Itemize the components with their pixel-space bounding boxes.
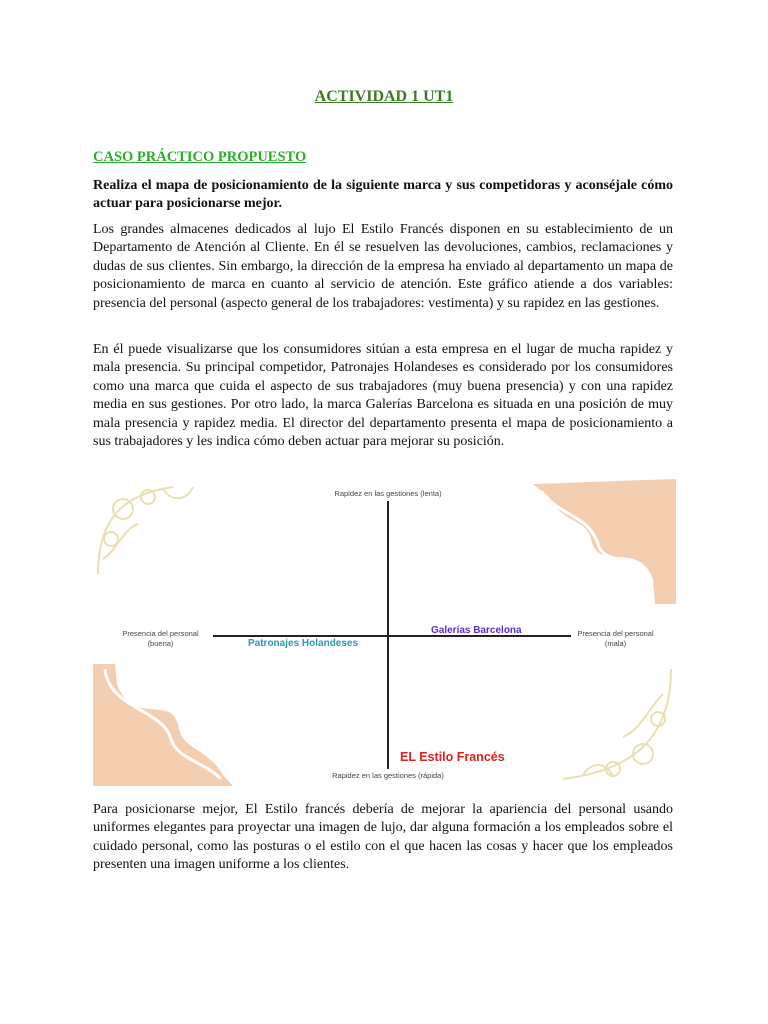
ornament-top-left [98,487,193,574]
axis-label-right-line2: (mala) [604,639,627,648]
brand-el-estilo-frances: EL Estilo Francés [400,750,505,764]
document-title: ACTIVIDAD 1 UT1 [314,88,454,105]
axis-label-left-line2: (buena) [147,639,174,648]
paragraph-context: Los grandes almacenes dedicados al lujo El Estilo Francés disponen en su establecimiento de un Departamento de Atención al Cliente. En él se resuelven las devoluciones, cambios, reclamaciones y dudas de sus clientes. Sin embargo, la dirección de la empresa ha enviado al departamento un mapa de posicionamiento de marca en cuanto al servicio de atención. Este gráfico atiende a dos variables: presencia del personal (aspecto general de los trabajadores: vestimenta) y su rapidez en las gestiones. [93,222,673,311]
axis-label-left-line1: Presencia del personal [122,629,199,638]
paragraph-recommendation: Para posicionarse mejor, El Estilo francés debería de mejorar la apariencia del personal usando uniformes elegantes para proyectar una imagen de lujo, dar alguna formación a los empleados sobre el cuidado personal, como las posturas o el estilo con el que hacen las cosas y hacer que los empleados presenten una imagen uniforme a los clientes. [93,802,673,873]
brand-patronajes-holandeses: Patronajes Holandeses [248,638,359,649]
axis-label-left [103,629,218,649]
axis-label-right-line1: Presencia del personal [577,629,654,638]
axis-label-right [558,629,673,649]
ornament-bottom-right [563,669,671,779]
section-heading: CASO PRÁCTICO PROPUESTO [93,149,307,165]
corner-decoration-top-right [533,479,676,604]
paragraph-positioning: En él puede visualizarse que los consumidores sitúan a esta empresa en el lugar de mucha rapidez y mala presencia. Su principal competidor, Patronajes Holandeses es considerado por los consumidores como una marca que cuida el aspecto de sus trabajadores (muy buena presencia) y con una rapidez media en sus gestiones. Por otro lado, la marca Galerías Barcelona es situada en una posición de muy mala presencia y rapidez media. El director del departamento presenta el mapa de posicionamiento a sus trabajadores y les indica cómo deben actuar para mejorar su posición. [93,342,673,450]
intro-instruction: Realiza el mapa de posicionamiento de la siguiente marca y sus competidoras y aconséjale cómo actuar para posicionarse mejor. [93,178,673,212]
positioning-map [93,479,676,786]
axis-label-bottom: Rapidez en las gestiones (rápida) [332,771,444,780]
axis-label-top: Rapidez en las gestiones (lenta) [334,489,442,498]
brand-galerias-barcelona: Galerías Barcelona [431,625,522,636]
